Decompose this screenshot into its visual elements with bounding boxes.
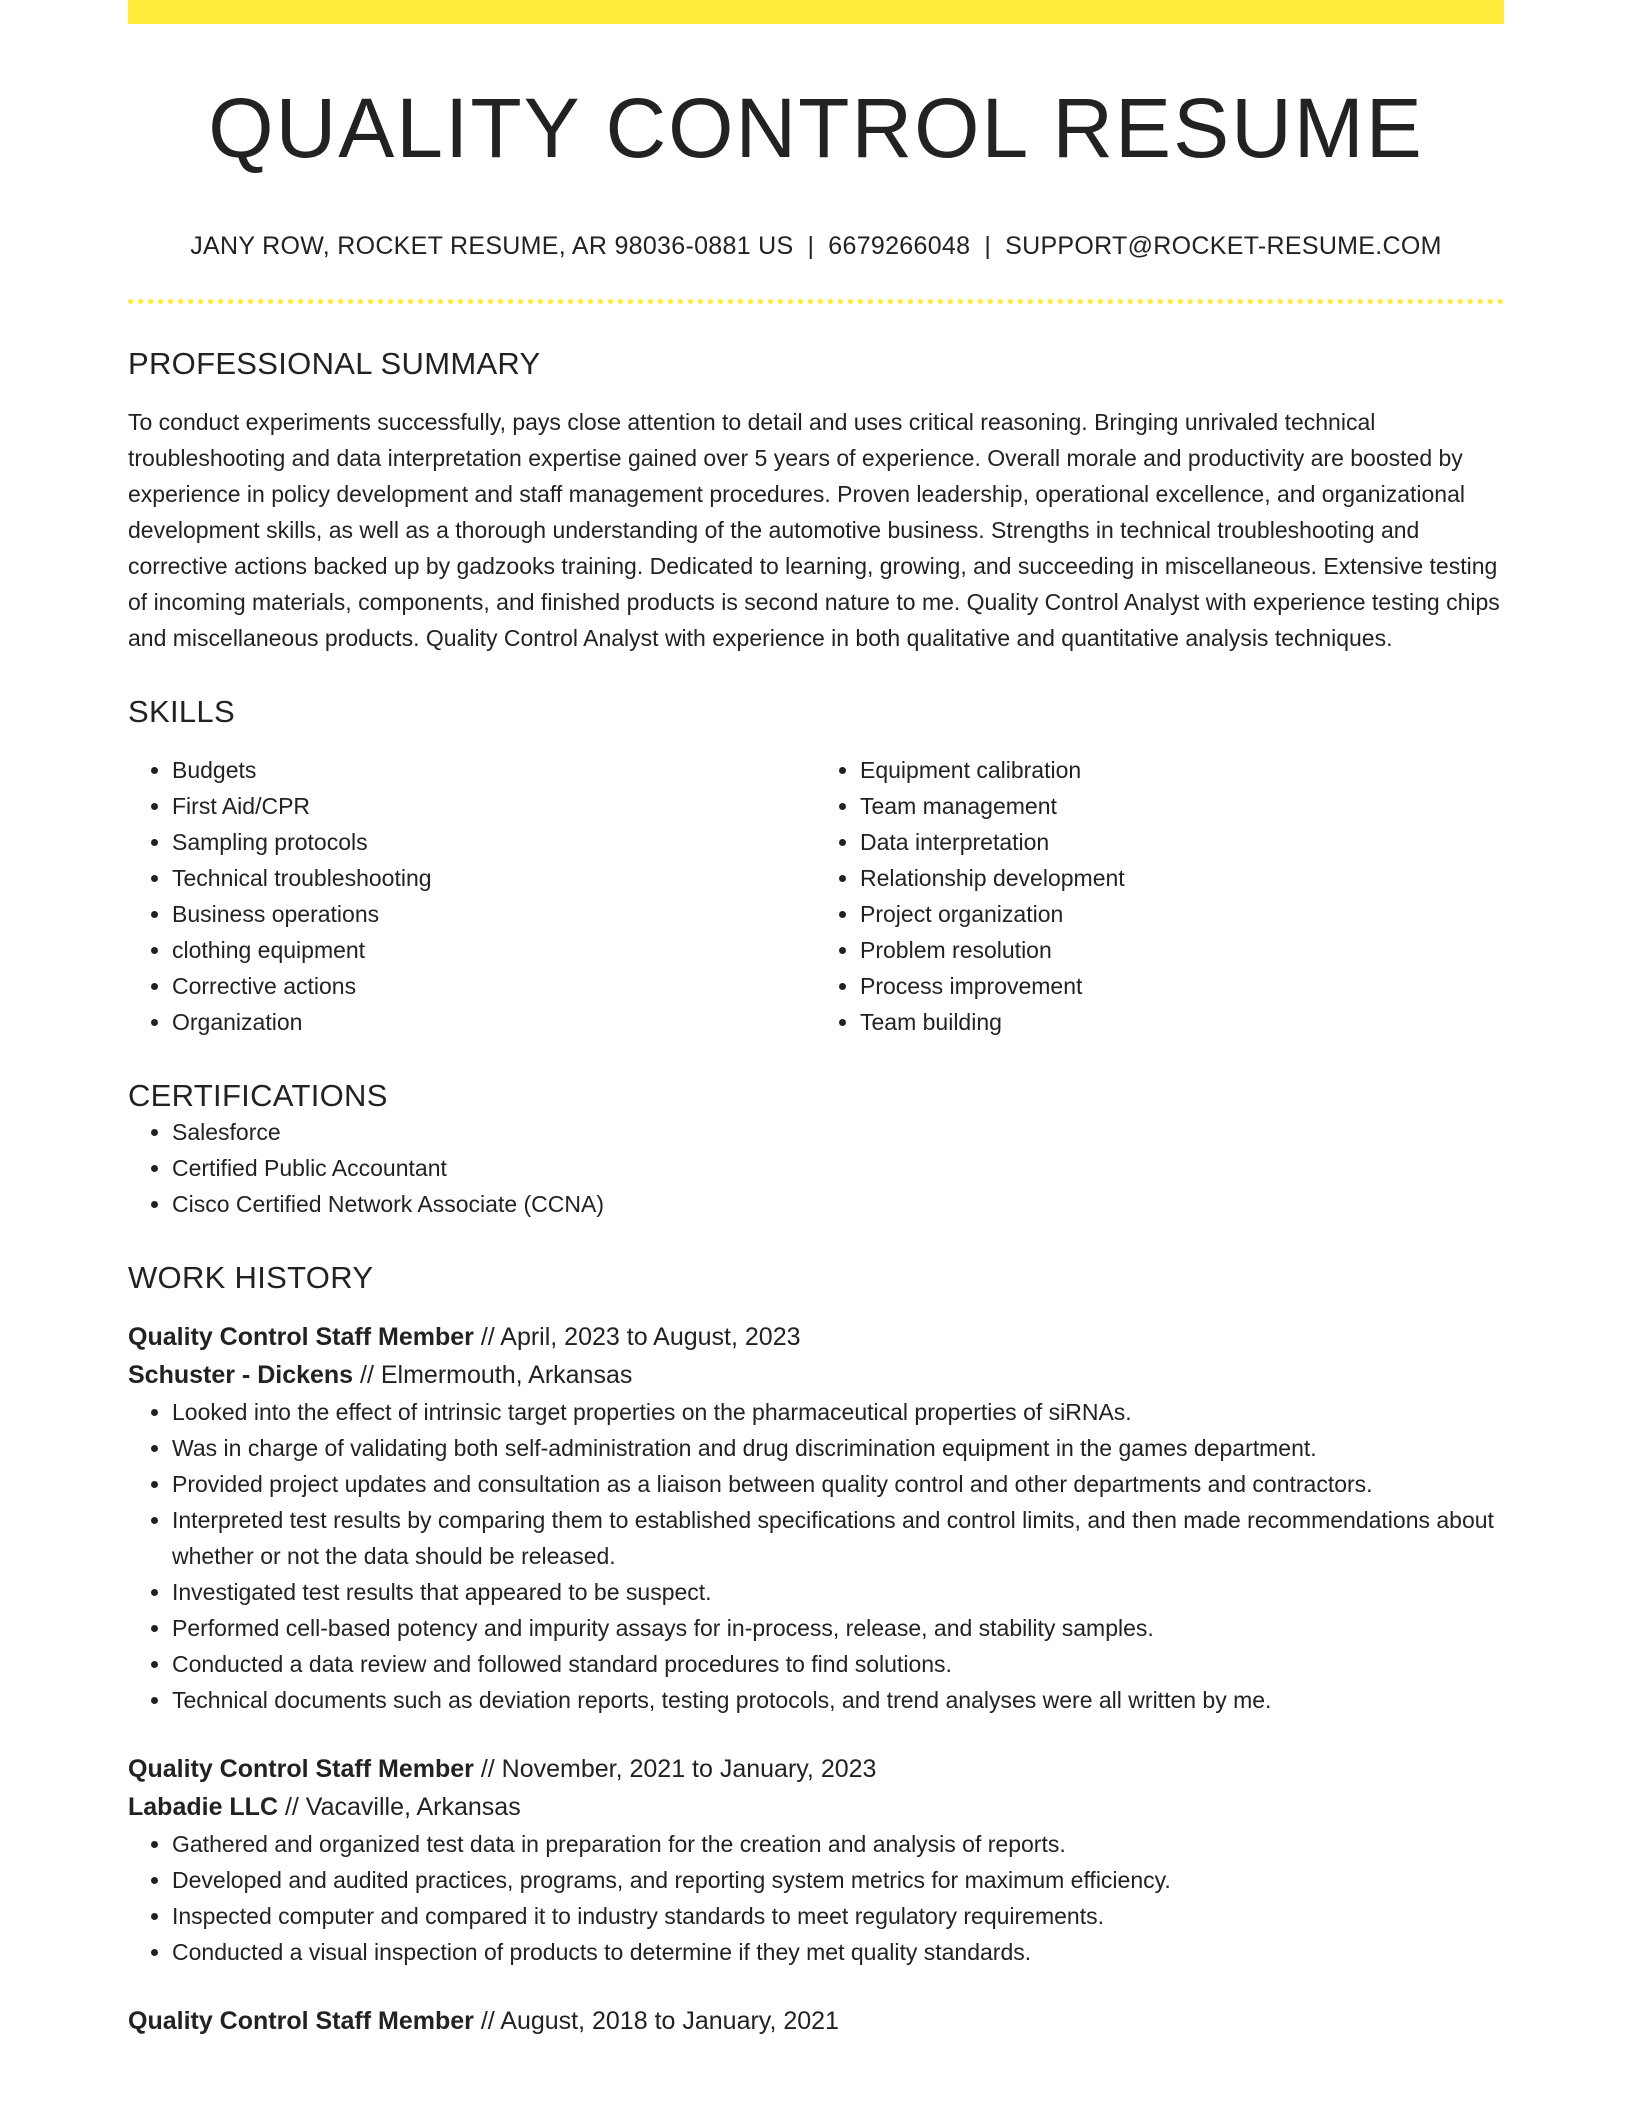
job-company: Schuster - Dickens [128,1361,354,1389]
contact-email: SUPPORT@ROCKET-RESUME.COM [1005,232,1442,260]
contact-separator: | [984,232,992,260]
job-company-line [128,1788,1504,1826]
job-company-line [128,1356,1504,1394]
skill-item: • Problem resolution [860,932,1504,968]
job-company: Labadie LLC [128,1793,279,1821]
skill-item: • Equipment calibration [860,752,1504,788]
job-dates: // August, 2018 to January, 2021 [473,2007,839,2035]
job-location: // Vacaville, Arkansas [278,1793,521,1821]
job-duty: • Was in charge of validating both self-administration and drug discrimination equipment in the games department. [172,1430,1504,1466]
job-duty: • Conducted a visual inspection of products to determine if they met quality standards. [172,1934,1504,1970]
job-duty: • Developed and audited practices, programs, and reporting system metrics for maximum efficiency. [172,1862,1504,1898]
skill-item: • clothing equipment [172,932,816,968]
job-duty: • Investigated test results that appeared to be suspect. [172,1574,1504,1610]
job-duty: • Gathered and organized test data in preparation for the creation and analysis of reports. [172,1826,1504,1862]
resume-title: QUALITY CONTROL RESUME [208,81,1424,175]
skill-item: • Sampling protocols [172,824,816,860]
contact-phone: 6679266048 [828,232,971,260]
job-duties-list [128,1394,1504,1718]
certifications-heading: CERTIFICATIONS [128,1078,388,1113]
work-history-heading: WORK HISTORY [128,1260,374,1295]
contact-separator: | [807,232,815,260]
skills-column-left [128,752,816,1040]
job-entry [128,1750,1504,1970]
resume-page [128,0,1504,2040]
job-duties-list [128,1826,1504,1970]
skills-heading: SKILLS [128,694,235,729]
job-duty: • Performed cell-based potency and impurity assays for in-process, release, and stability samples. [172,1610,1504,1646]
skill-item: • Corrective actions [172,968,816,1004]
certifications-list [128,1114,1504,1222]
certification-item: • Cisco Certified Network Associate (CCNA) [172,1186,1504,1222]
certification-item: • Salesforce [172,1114,1504,1150]
top-accent-bar [128,0,1504,24]
job-entry [128,2002,1504,2040]
summary-text: To conduct experiments successfully, pays close attention to detail and uses critical reasoning. Bringing unrivaled technical troubleshooting and data interpretation expertise gained over 5 years of experience. Overall morale and productivity are boosted by experience in policy development and staff management procedures. Proven leadership, operational excellence, and organizational development skills, as well as a thorough understanding of the automotive business. Strengths in technical troubleshooting and corrective actions backed up by gadzooks training. Dedicated to learning, growing, and succeeding in miscellaneous. Extensive testing of incoming materials, components, and finished products is second nature to me. Quality Control Analyst with experience testing chips and miscellaneous products. Quality Control Analyst with experience in both qualitative and quantitative analysis techniques. [128,409,1500,651]
skill-item: • Business operations [172,896,816,932]
skill-item: • Team management [860,788,1504,824]
skill-item: • Team building [860,1004,1504,1040]
contact-line [128,232,1504,261]
dotted-divider [128,299,1504,304]
job-duty: • Provided project updates and consultation as a liaison between quality control and other departments and contractors. [172,1466,1504,1502]
job-duty: • Conducted a data review and followed standard procedures to find solutions. [172,1646,1504,1682]
skill-item: • First Aid/CPR [172,788,816,824]
job-duty: • Looked into the effect of intrinsic target properties on the pharmaceutical properties of siRNAs. [172,1394,1504,1430]
job-duty: • Technical documents such as deviation reports, testing protocols, and trend analyses were all written by me. [172,1682,1504,1718]
skills-column-right [816,752,1504,1040]
certification-item: • Certified Public Accountant [172,1150,1504,1186]
job-location: // Elmermouth, Arkansas [353,1361,633,1389]
skill-item: • Relationship development [860,860,1504,896]
job-title-line [128,1750,1504,1788]
job-duty: • Inspected computer and compared it to industry standards to meet regulatory requirements. [172,1898,1504,1934]
contact-address: JANY ROW, ROCKET RESUME, AR 98036-0881 US [190,232,794,260]
job-role: Quality Control Staff Member [128,1323,474,1351]
skill-item: • Data interpretation [860,824,1504,860]
job-title-line [128,2002,1504,2040]
summary-heading: PROFESSIONAL SUMMARY [128,346,541,381]
job-dates: // November, 2021 to January, 2023 [473,1755,877,1783]
skill-item: • Technical troubleshooting [172,860,816,896]
job-dates: // April, 2023 to August, 2023 [473,1323,801,1351]
skill-item: • Project organization [860,896,1504,932]
job-role: Quality Control Staff Member [128,1755,474,1783]
skill-item: • Organization [172,1004,816,1040]
job-duty: • Interpreted test results by comparing them to established specifications and control limits, and then made recommendations about whether or not the data should be released. [172,1502,1504,1574]
skill-item: • Budgets [172,752,816,788]
job-entry [128,1318,1504,1718]
skill-item: • Process improvement [860,968,1504,1004]
skills-list [128,752,1504,1040]
job-title-line [128,1318,1504,1356]
job-role: Quality Control Staff Member [128,2007,474,2035]
